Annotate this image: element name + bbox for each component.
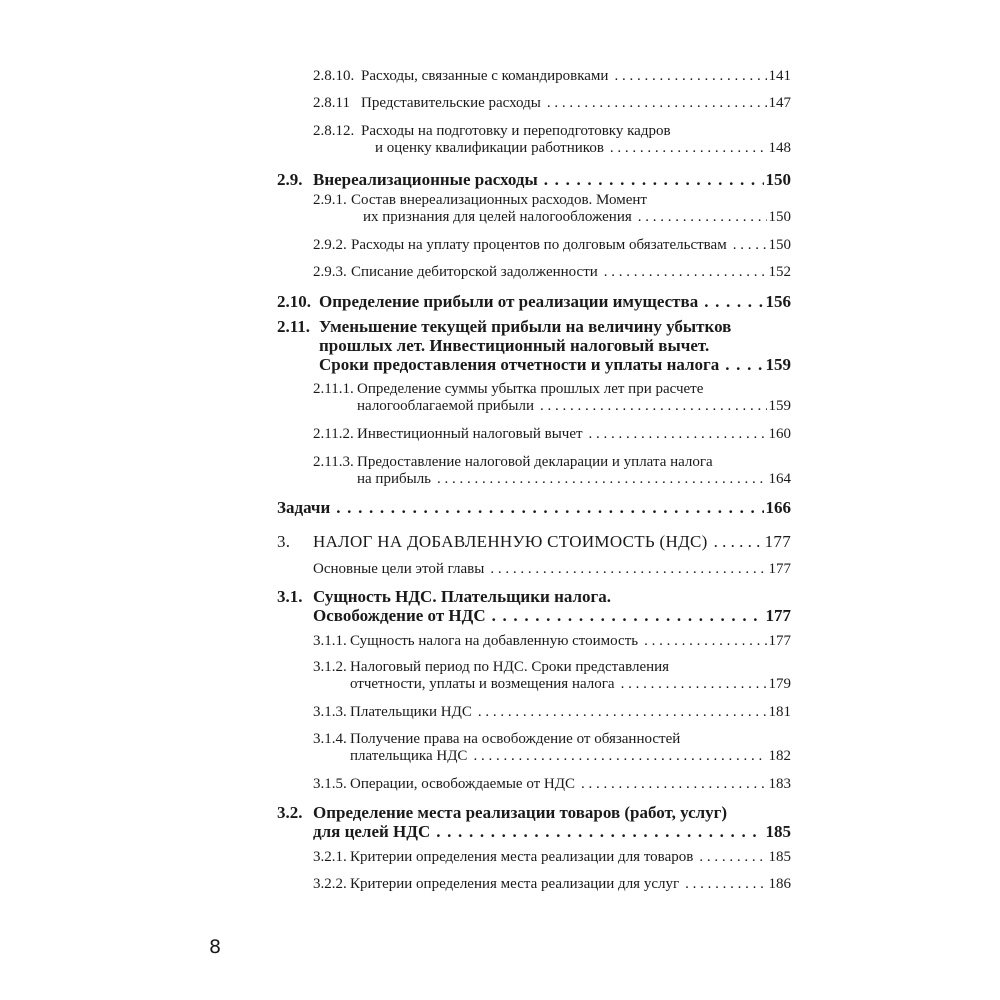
entry-title-cont: на прибыль [357,471,432,487]
entry-number: 3.2.2. [313,876,347,892]
entry-page: 141 [768,68,791,84]
entry-title-cont: отчетности, уплаты и возмещения налога [350,676,615,692]
entry-title-cont: прошлых лет. Инвестиционный налоговый вычет. [319,336,710,355]
entry-title: Налоговый период по НДС. Сроки представления [350,659,670,675]
entry-title: Расходы, связанные с командировками [361,68,609,84]
entry-page: 177 [764,532,791,551]
toc-entry-3-1-3 [313,704,791,721]
toc-entry-3-1-5 [313,776,791,793]
entry-page: 150 [768,237,791,253]
entry-number: 2.9.2. [313,237,347,253]
toc-entry-goals [313,561,791,578]
entry-number: 2.11.2. [313,426,354,442]
entry-page: 166 [765,498,791,517]
entry-title: Определение места реализации товаров (работ, услуг) [313,803,728,822]
entry-number: 2.9.1. [313,192,347,208]
entry-page: 182 [768,748,791,764]
entry-title: Уменьшение текущей прибыли на величину убытков [319,317,732,336]
toc-entry-3-2-2 [313,876,791,893]
entry-title: Плательщики НДС [350,704,472,720]
toc-entry-3-1 [277,587,791,625]
toc-entry-2-8-11 [313,95,791,112]
entry-title: Задачи [277,498,331,517]
entry-title: Критерии определения места реализации для товаров [350,849,694,865]
entry-number: 2.10. [277,292,311,311]
entry-number: 2.8.12. [313,123,355,139]
entry-page: 185 [765,822,791,841]
entry-title-cont: и оценку квалификации работников [375,140,604,156]
toc-entry-2-11-2 [313,426,791,443]
toc-entry-2-8-10 [313,68,791,85]
entry-page: 148 [768,140,791,156]
entry-title: Списание дебиторской задолженности [351,264,598,280]
toc-entry-3-1-1 [313,633,791,650]
toc-entry-tasks [277,498,791,517]
entry-title-cont: налогооблагаемой прибыли [357,398,534,414]
entry-number: 2.9. [277,170,303,189]
entry-page: 186 [768,876,791,892]
toc-entry-2-9-3 [313,264,791,281]
entry-title: Сущность НДС. Плательщики налога. [313,587,612,606]
toc-entry-2-9 [277,170,791,189]
toc-entry-3-2-1 [313,849,791,866]
entry-title-cont: плательщика НДС [350,748,468,764]
entry-title: Получение права на освобождение от обязанностей [350,731,681,747]
entry-title: Операции, освобождаемые от НДС [350,776,575,792]
entry-title: Внереализационные расходы [313,170,538,189]
entry-page: 183 [768,776,791,792]
entry-title: Определение суммы убытка прошлых лет при расчете [357,381,704,397]
entry-title: Определение прибыли от реализации имущества [319,292,699,311]
entry-page: 179 [768,676,791,692]
entry-title: Предоставление налоговой декларации и уплата налога [357,454,713,470]
entry-page: 160 [768,426,791,442]
entry-title: Сущность налога на добавленную стоимость [350,633,639,649]
entry-title: Состав внереализационных расходов. Момент [351,192,647,208]
toc-entry-2-11-1 [313,381,791,415]
entry-number: 3. [277,532,291,551]
toc-entry-2-11-3 [313,454,791,488]
entry-page: 150 [765,170,791,189]
entry-number: 2.9.3. [313,264,347,280]
toc-entry-2-9-2 [313,237,791,254]
toc-entry-3-1-4 [313,731,791,765]
entry-title: Представительские расходы [361,95,541,111]
entry-title-cont: их признания для целей налогообложения [363,209,632,225]
entry-number: 3.1.1. [313,633,347,649]
entry-page: 177 [765,606,791,625]
page-number: 8 [209,936,222,958]
entry-page: 164 [768,471,791,487]
toc-entry-2-8-12 [313,123,791,157]
entry-title: НАЛОГ НА ДОБАВЛЕННУЮ СТОИМОСТЬ (НДС) [313,532,708,551]
entry-number: 3.1.4. [313,731,347,747]
entry-page: 159 [765,355,791,374]
entry-page: 152 [768,264,791,280]
entry-number: 3.1. [277,587,303,606]
toc-chapter-3 [277,532,791,551]
entry-title: Критерии определения места реализации для услуг [350,876,680,892]
entry-title: Расходы на уплату процентов по долговым обязательствам [351,237,727,253]
entry-number: 3.1.5. [313,776,347,792]
entry-title-cont: Освобождение от НДС [313,606,486,625]
entry-title: Инвестиционный налоговый вычет [357,426,583,442]
entry-title: Расходы на подготовку и переподготовку кадров [361,123,671,139]
entry-page: 177 [768,633,791,649]
toc-entry-3-2 [277,803,791,841]
entry-page: 159 [768,398,791,414]
entry-page: 181 [768,704,791,720]
entry-number: 3.2. [277,803,303,822]
entry-number: 3.1.2. [313,659,347,675]
entry-title-cont: для целей НДС [313,822,431,841]
entry-number: 2.8.10. [313,68,355,84]
toc-entry-2-11 [277,317,791,374]
entry-number: 2.11.1. [313,381,354,397]
entry-page: 147 [768,95,791,111]
entry-number: 2.11.3. [313,454,354,470]
toc-entry-2-10 [277,292,791,311]
entry-page: 185 [768,849,791,865]
toc-entry-3-1-2 [313,659,791,693]
entry-page: 150 [768,209,791,225]
entry-page: 177 [768,561,791,577]
entry-number: 3.2.1. [313,849,347,865]
entry-number: 2.11. [277,317,311,336]
entry-title-cont: Сроки предоставления отчетности и уплаты налога [319,355,720,374]
entry-number: 2.8.11 [313,95,350,111]
entry-number: 3.1.3. [313,704,347,720]
toc-entry-2-9-1 [313,192,791,226]
entry-page: 156 [765,292,791,311]
entry-title: Основные цели этой главы [313,561,485,577]
